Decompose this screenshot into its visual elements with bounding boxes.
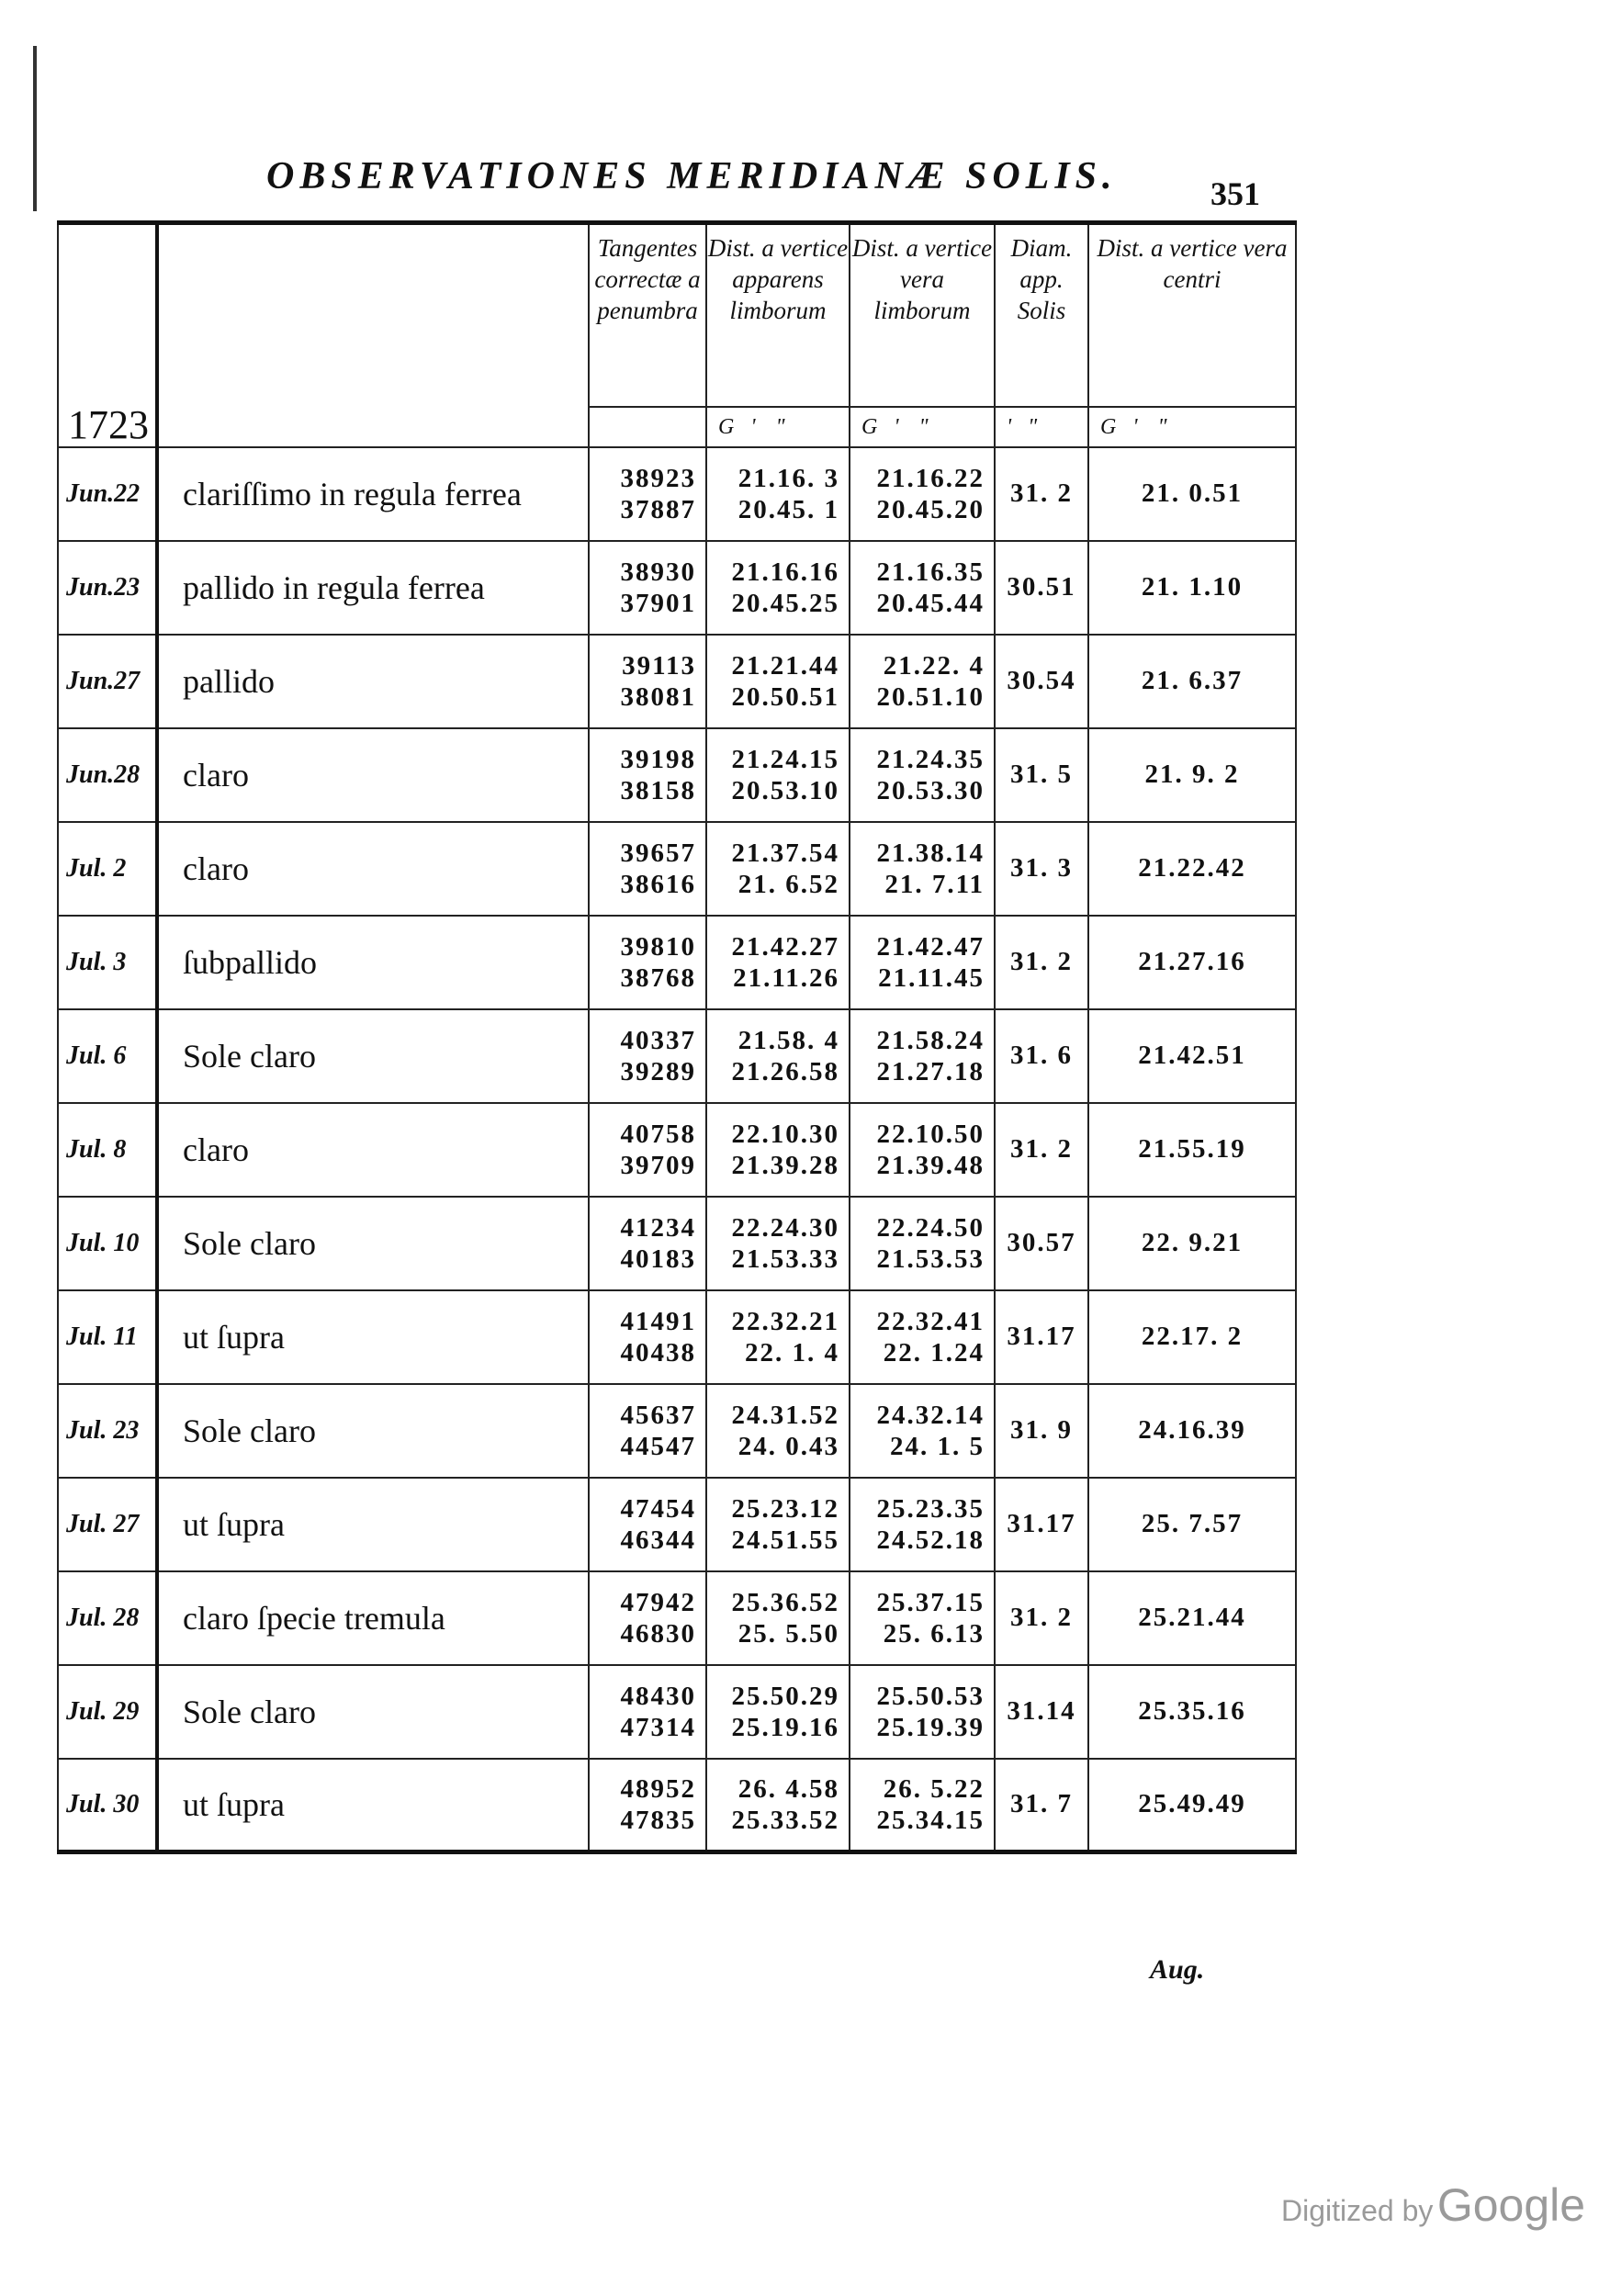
binding-line bbox=[33, 46, 37, 211]
true-upper: 21.38.14 bbox=[876, 838, 985, 868]
row-center-distance: 25.21.44 bbox=[1088, 1571, 1296, 1665]
tangent-upper: 45637 bbox=[620, 1400, 696, 1430]
row-weather: pallido bbox=[157, 635, 589, 728]
tangent-lower: 46344 bbox=[620, 1525, 696, 1555]
column-header-true-distance: Dist. a vertice vera limborum bbox=[850, 223, 995, 407]
tangent-upper: 40758 bbox=[620, 1119, 696, 1149]
row-tangents bbox=[589, 1197, 706, 1290]
apparent-upper: 21.42.27 bbox=[731, 931, 839, 962]
row-weather: clariſſimo in regula ferrea bbox=[157, 447, 589, 541]
table-row bbox=[58, 1759, 1296, 1852]
page-title: OBSERVATIONES MERIDIANÆ SOLIS. bbox=[266, 155, 1118, 197]
apparent-lower: 24. 0.43 bbox=[737, 1431, 839, 1461]
tangent-lower: 38081 bbox=[620, 681, 696, 712]
row-weather: claro ſpecie tremula bbox=[157, 1571, 589, 1665]
row-center-distance: 21. 1.10 bbox=[1088, 541, 1296, 635]
true-upper: 21.58.24 bbox=[876, 1025, 985, 1055]
row-weather: ut ſupra bbox=[157, 1759, 589, 1852]
row-date: Jun.27 bbox=[58, 635, 157, 728]
row-apparent-distance bbox=[706, 1197, 850, 1290]
column-header-diameter: Diam. app. Solis bbox=[995, 223, 1088, 407]
apparent-upper: 21.21.44 bbox=[731, 650, 839, 681]
true-lower: 21. 7.11 bbox=[884, 869, 985, 899]
tangent-upper: 41234 bbox=[620, 1212, 696, 1243]
row-center-distance: 21. 0.51 bbox=[1088, 447, 1296, 541]
tangent-upper: 40337 bbox=[620, 1025, 696, 1055]
apparent-lower: 21.39.28 bbox=[731, 1150, 839, 1180]
tangent-lower: 38158 bbox=[620, 775, 696, 805]
row-center-distance: 22. 9.21 bbox=[1088, 1197, 1296, 1290]
table-row bbox=[58, 1665, 1296, 1759]
tangent-lower: 46830 bbox=[620, 1618, 696, 1649]
apparent-upper: 21.16. 3 bbox=[737, 463, 839, 493]
apparent-lower: 24.51.55 bbox=[731, 1525, 839, 1555]
row-date: Jul. 11 bbox=[58, 1290, 157, 1384]
catchword: Aug. bbox=[1150, 1954, 1205, 1985]
apparent-lower: 21.11.26 bbox=[733, 962, 839, 993]
apparent-upper: 21.58. 4 bbox=[737, 1025, 839, 1055]
apparent-lower: 25.19.16 bbox=[731, 1712, 839, 1742]
column-header-center-distance: Dist. a vertice vera centri bbox=[1088, 223, 1296, 407]
tangent-lower: 39709 bbox=[620, 1150, 696, 1180]
unit-cell-center: G ' " bbox=[1088, 407, 1296, 447]
true-upper: 22.24.50 bbox=[876, 1212, 985, 1243]
row-diameter: 31. 2 bbox=[995, 1571, 1088, 1665]
true-lower: 20.51.10 bbox=[876, 681, 985, 712]
tangent-lower: 47835 bbox=[620, 1805, 696, 1835]
tangent-upper: 38930 bbox=[620, 557, 696, 587]
row-date: Jul. 29 bbox=[58, 1665, 157, 1759]
true-upper: 21.16.22 bbox=[876, 463, 985, 493]
tangent-upper: 47942 bbox=[620, 1587, 696, 1617]
tangent-upper: 39198 bbox=[620, 744, 696, 774]
digitization-watermark bbox=[1281, 2178, 1585, 2232]
row-center-distance: 21.55.19 bbox=[1088, 1103, 1296, 1197]
row-true-distance bbox=[850, 916, 995, 1009]
row-apparent-distance bbox=[706, 1009, 850, 1103]
row-true-distance bbox=[850, 1290, 995, 1384]
apparent-lower: 20.53.10 bbox=[731, 775, 839, 805]
row-center-distance: 22.17. 2 bbox=[1088, 1290, 1296, 1384]
apparent-upper: 25.23.12 bbox=[731, 1493, 839, 1524]
row-weather: claro bbox=[157, 822, 589, 916]
row-weather: Sole claro bbox=[157, 1197, 589, 1290]
row-tangents bbox=[589, 916, 706, 1009]
row-true-distance bbox=[850, 1478, 995, 1571]
row-true-distance bbox=[850, 1197, 995, 1290]
true-lower: 24. 1. 5 bbox=[890, 1431, 985, 1461]
apparent-lower: 21. 6.52 bbox=[737, 869, 839, 899]
tangent-lower: 44547 bbox=[620, 1431, 696, 1461]
row-diameter: 31.17 bbox=[995, 1478, 1088, 1571]
tangent-upper: 38923 bbox=[620, 463, 696, 493]
row-weather: ut ſupra bbox=[157, 1478, 589, 1571]
year-header: 1723 bbox=[58, 223, 157, 447]
apparent-lower: 25.33.52 bbox=[731, 1805, 839, 1835]
row-tangents bbox=[589, 1478, 706, 1571]
table-row bbox=[58, 1197, 1296, 1290]
row-tangents bbox=[589, 1759, 706, 1852]
row-diameter: 31. 6 bbox=[995, 1009, 1088, 1103]
true-lower: 21.39.48 bbox=[876, 1150, 985, 1180]
row-weather: ſubpallido bbox=[157, 916, 589, 1009]
row-apparent-distance bbox=[706, 916, 850, 1009]
row-true-distance bbox=[850, 447, 995, 541]
row-diameter: 31. 2 bbox=[995, 1103, 1088, 1197]
true-lower: 20.45.44 bbox=[876, 588, 985, 618]
row-apparent-distance bbox=[706, 1571, 850, 1665]
row-date: Jul. 10 bbox=[58, 1197, 157, 1290]
watermark-prefix: Digitized by bbox=[1281, 2194, 1434, 2227]
true-lower: 21.11.45 bbox=[878, 962, 985, 993]
row-tangents bbox=[589, 635, 706, 728]
apparent-upper: 26. 4.58 bbox=[737, 1773, 839, 1804]
row-true-distance bbox=[850, 822, 995, 916]
row-apparent-distance bbox=[706, 1478, 850, 1571]
row-weather: pallido in regula ferrea bbox=[157, 541, 589, 635]
row-tangents bbox=[589, 1665, 706, 1759]
true-upper: 26. 5.22 bbox=[883, 1773, 985, 1804]
row-center-distance: 21.27.16 bbox=[1088, 916, 1296, 1009]
row-true-distance bbox=[850, 635, 995, 728]
table-row bbox=[58, 1290, 1296, 1384]
table-row bbox=[58, 447, 1296, 541]
true-upper: 22.32.41 bbox=[876, 1306, 985, 1336]
unit-cell-diameter: ' " bbox=[995, 407, 1088, 447]
row-date: Jul. 6 bbox=[58, 1009, 157, 1103]
row-true-distance bbox=[850, 1384, 995, 1478]
row-apparent-distance bbox=[706, 635, 850, 728]
row-diameter: 31.14 bbox=[995, 1665, 1088, 1759]
true-lower: 25. 6.13 bbox=[883, 1618, 985, 1649]
observations-body bbox=[58, 447, 1296, 1852]
tangent-upper: 39810 bbox=[620, 931, 696, 962]
row-tangents bbox=[589, 1384, 706, 1478]
true-upper: 21.16.35 bbox=[876, 557, 985, 587]
true-lower: 20.53.30 bbox=[876, 775, 985, 805]
row-apparent-distance bbox=[706, 822, 850, 916]
row-weather: ut ſupra bbox=[157, 1290, 589, 1384]
row-true-distance bbox=[850, 1665, 995, 1759]
true-upper: 24.32.14 bbox=[876, 1400, 985, 1430]
table-row bbox=[58, 822, 1296, 916]
row-true-distance bbox=[850, 1009, 995, 1103]
apparent-lower: 22. 1. 4 bbox=[745, 1337, 839, 1367]
row-diameter: 30.54 bbox=[995, 635, 1088, 728]
true-lower: 24.52.18 bbox=[876, 1525, 985, 1555]
row-date: Jun.28 bbox=[58, 728, 157, 822]
row-diameter: 31. 2 bbox=[995, 916, 1088, 1009]
row-true-distance bbox=[850, 728, 995, 822]
apparent-upper: 22.32.21 bbox=[731, 1306, 839, 1336]
column-header-tangents: Tangentes correctæ a penumbra bbox=[589, 223, 706, 407]
tangent-lower: 40438 bbox=[620, 1337, 696, 1367]
row-center-distance: 25. 7.57 bbox=[1088, 1478, 1296, 1571]
tangent-lower: 47314 bbox=[620, 1712, 696, 1742]
tangent-lower: 37901 bbox=[620, 588, 696, 618]
true-upper: 22.10.50 bbox=[876, 1119, 985, 1149]
row-tangents bbox=[589, 1103, 706, 1197]
row-date: Jul. 8 bbox=[58, 1103, 157, 1197]
observations-table-wrap bbox=[57, 220, 1295, 1854]
row-true-distance bbox=[850, 1759, 995, 1852]
row-diameter: 31.17 bbox=[995, 1290, 1088, 1384]
row-diameter: 31. 5 bbox=[995, 728, 1088, 822]
row-tangents bbox=[589, 447, 706, 541]
column-header-apparent-distance: Dist. a vertice apparens limborum bbox=[706, 223, 850, 407]
apparent-lower: 21.26.58 bbox=[731, 1056, 839, 1086]
row-apparent-distance bbox=[706, 447, 850, 541]
true-lower: 21.27.18 bbox=[876, 1056, 985, 1086]
unit-cell-tangents bbox=[589, 407, 706, 447]
row-apparent-distance bbox=[706, 1290, 850, 1384]
tangent-lower: 37887 bbox=[620, 494, 696, 524]
row-true-distance bbox=[850, 1571, 995, 1665]
apparent-lower: 21.53.33 bbox=[731, 1244, 839, 1274]
apparent-lower: 25. 5.50 bbox=[737, 1618, 839, 1649]
row-date: Jul. 30 bbox=[58, 1759, 157, 1852]
row-tangents bbox=[589, 728, 706, 822]
row-diameter: 31. 2 bbox=[995, 447, 1088, 541]
true-upper: 25.50.53 bbox=[876, 1681, 985, 1711]
row-center-distance: 24.16.39 bbox=[1088, 1384, 1296, 1478]
row-apparent-distance bbox=[706, 541, 850, 635]
row-weather: Sole claro bbox=[157, 1384, 589, 1478]
true-upper: 25.23.35 bbox=[876, 1493, 985, 1524]
watermark-brand: Google bbox=[1436, 2179, 1586, 2231]
row-apparent-distance bbox=[706, 1759, 850, 1852]
row-center-distance: 25.35.16 bbox=[1088, 1665, 1296, 1759]
true-upper: 21.22. 4 bbox=[883, 650, 985, 681]
tangent-upper: 47454 bbox=[620, 1493, 696, 1524]
true-lower: 22. 1.24 bbox=[883, 1337, 985, 1367]
row-weather: Sole claro bbox=[157, 1009, 589, 1103]
unit-cell-apparent: G ' " bbox=[706, 407, 850, 447]
apparent-lower: 20.50.51 bbox=[731, 681, 839, 712]
true-lower: 21.53.53 bbox=[876, 1244, 985, 1274]
tangent-lower: 40183 bbox=[620, 1244, 696, 1274]
table-row bbox=[58, 635, 1296, 728]
tangent-upper: 41491 bbox=[620, 1306, 696, 1336]
true-upper: 21.24.35 bbox=[876, 744, 985, 774]
row-tangents bbox=[589, 1571, 706, 1665]
true-lower: 25.19.39 bbox=[876, 1712, 985, 1742]
row-true-distance bbox=[850, 1103, 995, 1197]
observations-table bbox=[57, 220, 1297, 1854]
row-tangents bbox=[589, 822, 706, 916]
page-number: 351 bbox=[1210, 175, 1260, 212]
table-row bbox=[58, 1103, 1296, 1197]
row-diameter: 31. 3 bbox=[995, 822, 1088, 916]
apparent-lower: 20.45.25 bbox=[731, 588, 839, 618]
row-date: Jul. 23 bbox=[58, 1384, 157, 1478]
table-row bbox=[58, 541, 1296, 635]
row-weather: claro bbox=[157, 728, 589, 822]
row-weather: claro bbox=[157, 1103, 589, 1197]
apparent-lower: 20.45. 1 bbox=[737, 494, 839, 524]
row-apparent-distance bbox=[706, 728, 850, 822]
tangent-upper: 48430 bbox=[620, 1681, 696, 1711]
unit-cell-true: G ' " bbox=[850, 407, 995, 447]
row-center-distance: 25.49.49 bbox=[1088, 1759, 1296, 1852]
row-date: Jun.23 bbox=[58, 541, 157, 635]
table-row bbox=[58, 916, 1296, 1009]
row-center-distance: 21.42.51 bbox=[1088, 1009, 1296, 1103]
row-diameter: 30.57 bbox=[995, 1197, 1088, 1290]
row-center-distance: 21.22.42 bbox=[1088, 822, 1296, 916]
row-apparent-distance bbox=[706, 1103, 850, 1197]
tangent-upper: 39113 bbox=[622, 650, 696, 681]
row-tangents bbox=[589, 541, 706, 635]
apparent-upper: 22.24.30 bbox=[731, 1212, 839, 1243]
table-row bbox=[58, 1384, 1296, 1478]
table-row bbox=[58, 728, 1296, 822]
apparent-upper: 21.24.15 bbox=[731, 744, 839, 774]
weather-column-header bbox=[157, 223, 589, 447]
apparent-upper: 24.31.52 bbox=[731, 1400, 839, 1430]
row-center-distance: 21. 6.37 bbox=[1088, 635, 1296, 728]
apparent-upper: 25.50.29 bbox=[731, 1681, 839, 1711]
row-date: Jul. 27 bbox=[58, 1478, 157, 1571]
row-diameter: 30.51 bbox=[995, 541, 1088, 635]
apparent-upper: 21.16.16 bbox=[731, 557, 839, 587]
true-lower: 25.34.15 bbox=[876, 1805, 985, 1835]
row-center-distance: 21. 9. 2 bbox=[1088, 728, 1296, 822]
true-lower: 20.45.20 bbox=[876, 494, 985, 524]
true-upper: 21.42.47 bbox=[876, 931, 985, 962]
true-upper: 25.37.15 bbox=[876, 1587, 985, 1617]
tangent-lower: 38768 bbox=[620, 962, 696, 993]
table-row bbox=[58, 1478, 1296, 1571]
row-apparent-distance bbox=[706, 1665, 850, 1759]
apparent-upper: 21.37.54 bbox=[731, 838, 839, 868]
row-tangents bbox=[589, 1290, 706, 1384]
row-date: Jul. 2 bbox=[58, 822, 157, 916]
row-apparent-distance bbox=[706, 1384, 850, 1478]
table-row bbox=[58, 1571, 1296, 1665]
row-date: Jun.22 bbox=[58, 447, 157, 541]
table-row bbox=[58, 1009, 1296, 1103]
row-diameter: 31. 9 bbox=[995, 1384, 1088, 1478]
tangent-lower: 38616 bbox=[620, 869, 696, 899]
tangent-upper: 48952 bbox=[620, 1773, 696, 1804]
row-true-distance bbox=[850, 541, 995, 635]
row-weather: Sole claro bbox=[157, 1665, 589, 1759]
apparent-upper: 25.36.52 bbox=[731, 1587, 839, 1617]
row-date: Jul. 28 bbox=[58, 1571, 157, 1665]
tangent-lower: 39289 bbox=[620, 1056, 696, 1086]
row-tangents bbox=[589, 1009, 706, 1103]
row-diameter: 31. 7 bbox=[995, 1759, 1088, 1852]
tangent-upper: 39657 bbox=[620, 838, 696, 868]
apparent-upper: 22.10.30 bbox=[731, 1119, 839, 1149]
row-date: Jul. 3 bbox=[58, 916, 157, 1009]
